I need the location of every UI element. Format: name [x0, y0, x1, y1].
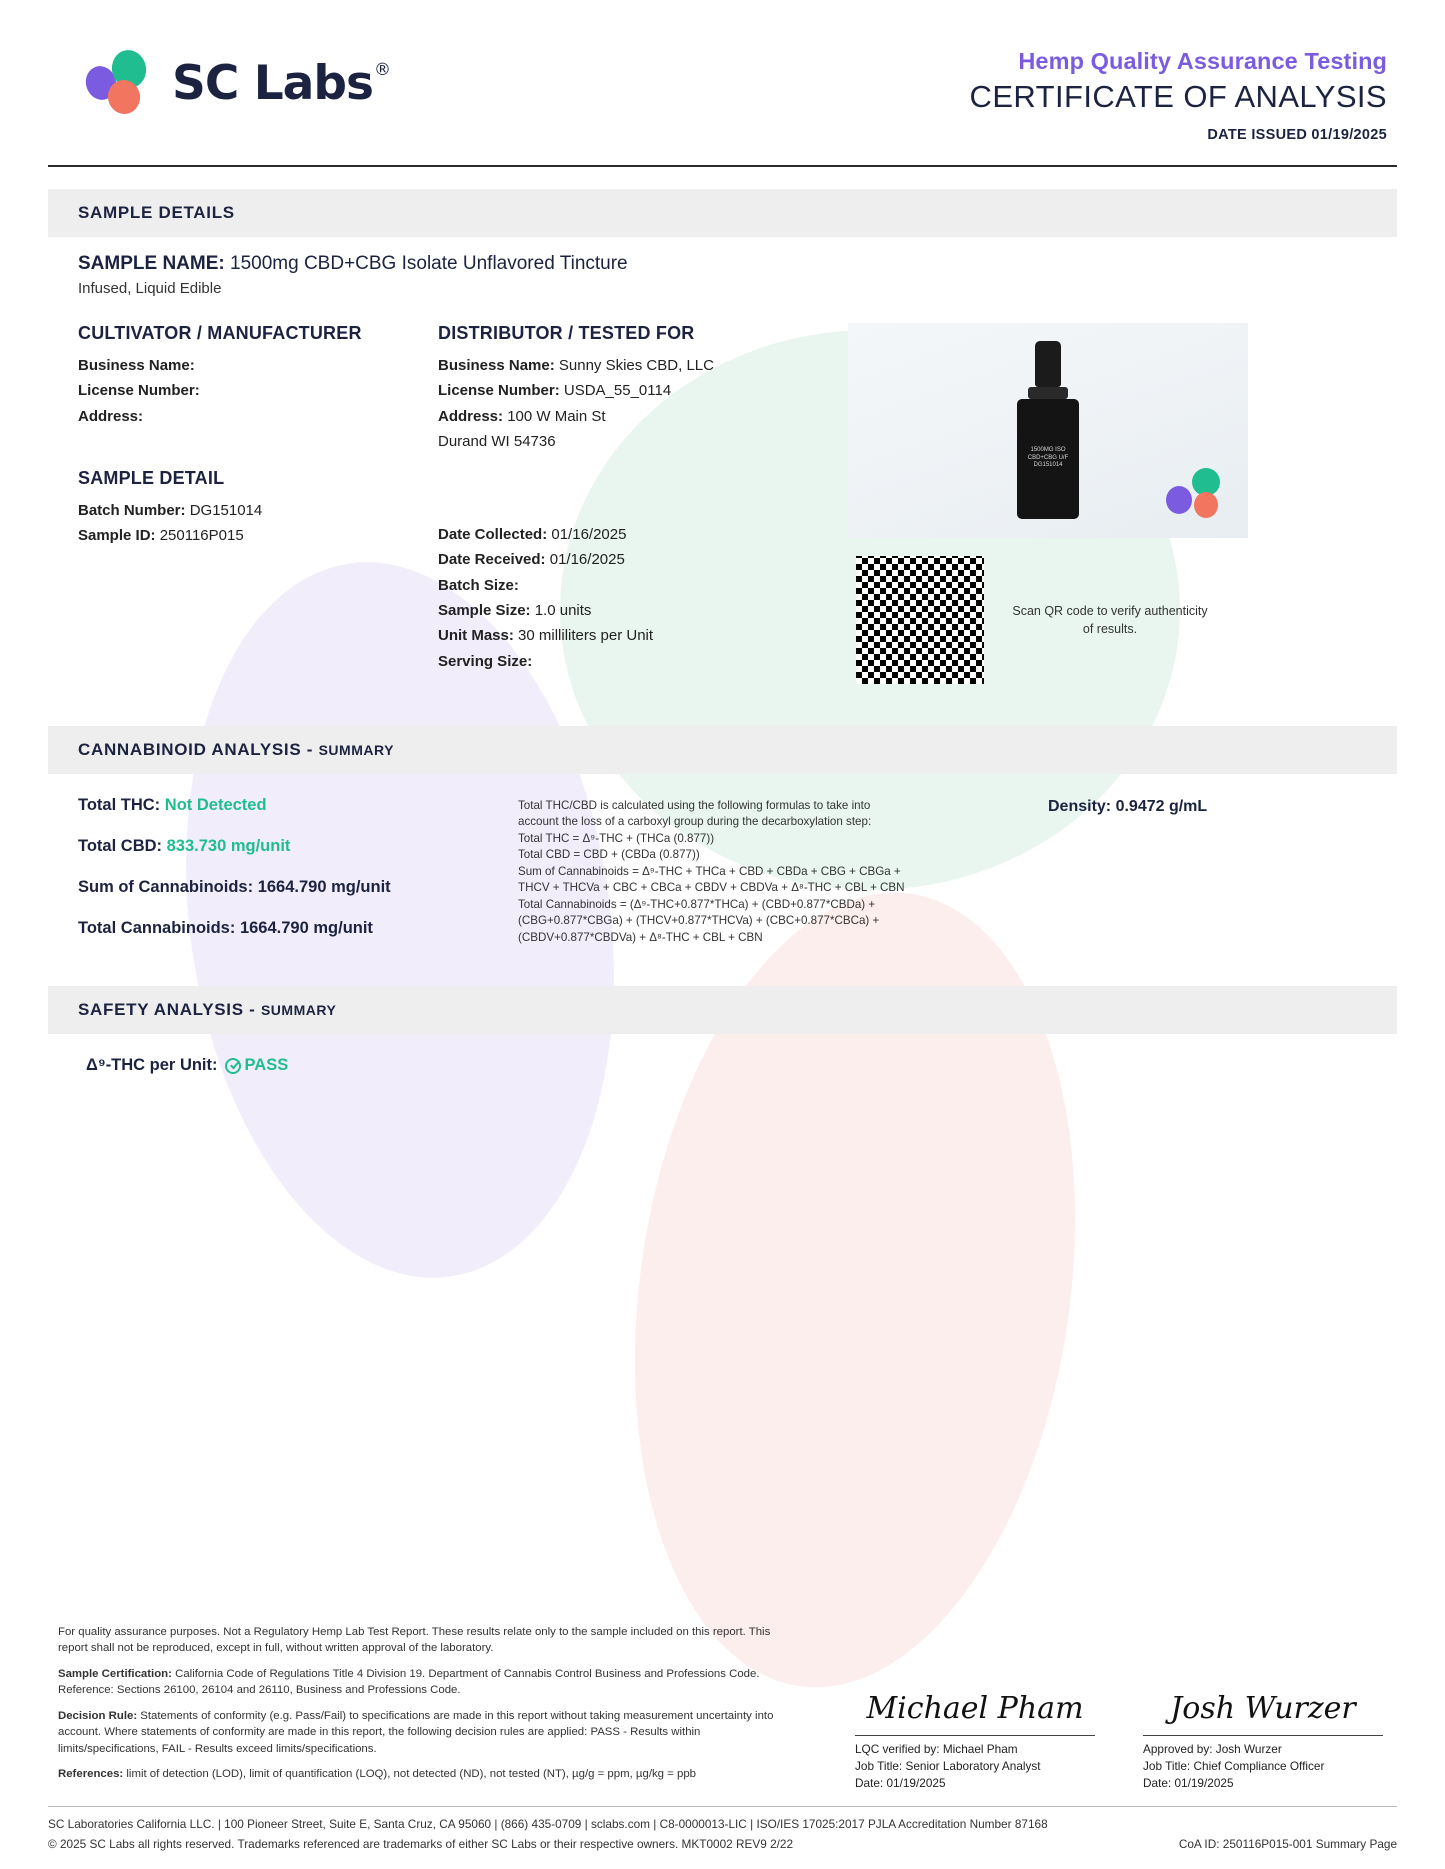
references-text: limit of detection (LOD), limit of quantification (LOQ), not detected (ND), not tested (NT), µg/g = ppm, µg/kg = ppb	[126, 1768, 697, 1781]
details-columns	[78, 323, 1367, 684]
logo-wordmark	[172, 55, 390, 111]
date-collected-label: Date Collected:	[438, 526, 548, 544]
decision-rule-note	[58, 1708, 798, 1758]
distributor-business-name-value: Sunny Skies CBD, LLC	[558, 357, 714, 374]
sample-details-body	[48, 237, 1397, 684]
total-cbd-row	[78, 837, 518, 856]
unit-mass-value: 30 milliliters per Unit	[518, 627, 654, 645]
signature-lqc	[855, 1691, 1095, 1792]
decision-rule-label: Decision Rule:	[58, 1709, 138, 1722]
references-label: References:	[58, 1768, 124, 1781]
distributor-address	[438, 405, 838, 429]
distributor-address-label: Address:	[438, 407, 504, 425]
distributor-license	[438, 379, 838, 403]
certification-text: California Code of Regulations Title 4 Division 19. Department of Cannabis Control Business and Professions Code. Reference: Sections 26100, 26104 and 26110, Business and Professions Code.	[58, 1667, 760, 1697]
total-cannabinoids-label: Total Cannabinoids:	[78, 919, 236, 937]
sample-id	[78, 524, 438, 548]
date-collected	[438, 523, 838, 547]
distributor-business-name	[438, 354, 838, 378]
lab-address-line: SC Laboratories California LLC. | 100 Pioneer Street, Suite E, Santa Cruz, CA 95060 | (866) 435-0709 | sclabs.com | C8-0000013-LIC | ISO/IES 17025:2017 PJLA Accreditation Number 87168	[48, 1817, 1048, 1831]
cultivator-license-label: License Number:	[78, 382, 200, 400]
qr-caption: Scan QR code to verify authenticity of results.	[1012, 603, 1208, 636]
cultivator-block	[78, 323, 438, 684]
distributor-license-value: USDA_55_0114	[563, 382, 672, 400]
total-thc-value: Not Detected	[164, 796, 267, 814]
legal-notes	[58, 1624, 798, 1792]
total-cbd-label: Total CBD:	[78, 837, 163, 855]
unit-mass-label: Unit Mass:	[438, 627, 514, 645]
qa-note: For quality assurance purposes. Not a Regulatory Hemp Lab Test Report. These results relate only to the sample included on this report. This report shall not be reproduced, except in full, without written approval of the laboratory.	[58, 1625, 771, 1655]
cultivator-license	[78, 379, 438, 403]
sample-name-value: 1500mg CBD+CBG Isolate Unflavored Tincture	[230, 253, 628, 274]
logo-dots-icon	[86, 50, 158, 116]
cultivator-address-label: Address:	[78, 407, 144, 425]
cultivator-business-name	[78, 354, 438, 378]
section-cannabinoid-subtitle: SUMMARY	[318, 742, 394, 758]
date-collected-value: 01/16/2025	[551, 526, 627, 544]
formula-note-line2: account the loss of a carboxyl group during the decarboxylation step:	[518, 815, 872, 829]
logo-registered-mark: ®	[374, 59, 390, 80]
cultivator-address	[78, 405, 438, 429]
date-received-value: 01/16/2025	[549, 551, 625, 569]
section-safety-title: SAFETY ANALYSIS -	[78, 1000, 256, 1019]
sample-name	[78, 253, 1367, 275]
cannabinoid-summary-body	[48, 774, 1397, 986]
thc-per-unit-row	[86, 1056, 1367, 1075]
sample-subtype: Infused, Liquid Edible	[78, 280, 222, 297]
section-sample-details-title: SAMPLE DETAILS	[78, 203, 235, 222]
footer-bottom	[48, 1837, 1397, 1851]
cultivator-heading: CULTIVATOR / MANUFACTURER	[78, 323, 362, 343]
sample-id-label: Sample ID:	[78, 527, 156, 545]
formula-cbd: Total CBD = CBD + (CBDa (0.877))	[518, 848, 700, 862]
serving-size	[438, 650, 838, 674]
distributor-heading: DISTRIBUTOR / TESTED FOR	[438, 323, 695, 343]
sample-name-label: SAMPLE NAME:	[78, 253, 225, 274]
distributor-business-name-label: Business Name:	[438, 357, 555, 374]
batch-number	[78, 499, 438, 523]
date-issued: DATE ISSUED 01/19/2025	[1207, 127, 1387, 143]
qr-section	[838, 556, 1367, 684]
distributor-block	[438, 323, 838, 684]
safety-summary-body	[48, 1034, 1397, 1075]
thc-per-unit-label: Δ⁹-THC per Unit:	[86, 1056, 218, 1074]
cannabinoid-formula-note	[518, 796, 1038, 960]
batch-size-label: Batch Size:	[438, 576, 519, 594]
formula-total-line1: Total Cannabinoids = (Δ⁹-THC+0.877*THCa) + (CBD+0.877*CBDa) +	[518, 897, 876, 911]
check-circle-icon	[225, 1058, 241, 1074]
date-received-label: Date Received:	[438, 551, 546, 569]
section-safety-header	[48, 986, 1397, 1034]
formula-sum-line1: Sum of Cannabinoids = Δ⁹-THC + THCa + CBD + CBDa + CBG + CBGa +	[518, 864, 901, 878]
sc-labs-logo	[48, 34, 390, 116]
formula-thc: Total THC = Δ⁹-THC + (THCa (0.877))	[518, 831, 715, 845]
sample-id-value: 250116P015	[159, 527, 244, 545]
density-label: Density:	[1048, 798, 1112, 815]
signature-lqc-verified-by: LQC verified by: Michael Pham	[855, 1741, 1018, 1756]
tincture-bottle-graphic	[1017, 341, 1079, 519]
cultivator-business-name-label: Business Name:	[78, 357, 195, 374]
distributor-license-label: License Number:	[438, 382, 560, 400]
bottle-label-text: 1500MG ISO CBD+CBG U/F DG151014	[1027, 447, 1069, 468]
total-thc-label: Total THC:	[78, 796, 161, 814]
serving-size-label: Serving Size:	[438, 652, 533, 670]
formula-total-line2: (CBG+0.877*CBGa) + (THCV+0.877*THCVa) + (CBC+0.877*CBCa) +	[518, 914, 880, 928]
distributor-address-line1: 100 W Main St	[507, 407, 606, 425]
header-titles	[970, 34, 1397, 143]
page-title: CERTIFICATE OF ANALYSIS	[969, 79, 1387, 114]
signature-approver-line	[1143, 1735, 1383, 1736]
density-value: 0.9472 g/mL	[1115, 798, 1208, 815]
batch-number-value: DG151014	[189, 501, 263, 519]
sum-cannabinoids-label: Sum of Cannabinoids:	[78, 878, 254, 896]
total-cbd-value: 833.730 mg/unit	[166, 837, 291, 855]
qr-code-icon[interactable]	[856, 556, 984, 684]
document-header	[48, 0, 1397, 165]
signature-lqc-job-title: Job Title: Senior Laboratory Analyst	[855, 1758, 1041, 1773]
signature-approver-date: Date: 01/19/2025	[1143, 1775, 1234, 1790]
references-note	[58, 1766, 798, 1783]
distributor-address-line2: Durand WI 54736	[438, 432, 556, 450]
batch-size	[438, 574, 838, 598]
sum-cannabinoids-value: 1664.790 mg/unit	[257, 878, 391, 896]
sum-cannabinoids-row	[78, 878, 518, 897]
watermark-dots-icon	[1166, 468, 1234, 524]
sample-size	[438, 599, 838, 623]
signature-lqc-line	[855, 1735, 1095, 1736]
copyright-text: © 2025 SC Labs all rights reserved. Trademarks referenced are trademarks of either SC Labs or their respective owners. MKT0002 REV9 2/22	[48, 1837, 794, 1851]
certification-label: Sample Certification:	[58, 1667, 172, 1680]
signature-approver-approved-by: Approved by: Josh Wurzer	[1143, 1741, 1282, 1756]
program-title: Hemp Quality Assurance Testing	[1018, 48, 1387, 74]
total-thc-row	[78, 796, 518, 815]
cannabinoid-values	[78, 796, 518, 960]
status-badge	[225, 1056, 289, 1075]
signature-approver-script: Josh Wurzer	[1170, 1690, 1356, 1726]
status-badge-label: PASS	[244, 1056, 289, 1074]
product-photo	[848, 323, 1248, 538]
formula-note-line1: Total THC/CBD is calculated using the following formulas to take into	[518, 799, 871, 812]
footer-top	[48, 1624, 1397, 1792]
formula-sum-line2: THCV + THCVa + CBC + CBCa + CBDV + CBDVa + Δ⁸-THC + CBL + CBN	[518, 881, 905, 895]
decision-rule-text: Statements of conformity (e.g. Pass/Fail) to specifications are made in this report without taking measurement uncertainty into account. Where statements of conformity are made in this report, the following decision rules are applied: PASS - Results within limits/specifications, FAIL - Results exceed limits/specifications.	[58, 1709, 774, 1755]
total-cannabinoids-value: 1664.790 mg/unit	[239, 919, 373, 937]
coa-id: CoA ID: 250116P015-001 Summary Page	[1178, 1837, 1397, 1851]
header-divider	[48, 165, 1397, 167]
density-row	[1038, 796, 1367, 960]
logo-text: SC Labs	[172, 55, 373, 111]
section-sample-details-header	[48, 189, 1397, 237]
signature-approver-job-title: Job Title: Chief Compliance Officer	[1143, 1758, 1325, 1773]
unit-mass	[438, 624, 838, 648]
sample-size-value: 1.0 units	[534, 602, 592, 620]
section-cannabinoid-title: CANNABINOID ANALYSIS -	[78, 740, 314, 759]
signature-lqc-date: Date: 01/19/2025	[855, 1775, 946, 1790]
batch-number-label: Batch Number:	[78, 501, 186, 519]
section-safety-subtitle: SUMMARY	[260, 1002, 337, 1018]
certification-note	[58, 1666, 798, 1699]
sample-size-label: Sample Size:	[438, 602, 531, 620]
date-received	[438, 548, 838, 572]
signature-approver	[1143, 1691, 1383, 1792]
section-cannabinoid-header	[48, 726, 1397, 774]
signature-block	[855, 1691, 1387, 1792]
sample-detail-heading: SAMPLE DETAIL	[78, 467, 225, 488]
formula-total-line3: (CBDV+0.877*CBDVa) + Δ⁸-THC + CBL + CBN	[518, 930, 763, 944]
document-footer	[0, 1624, 1445, 1869]
signature-lqc-script: Michael Pham	[866, 1690, 1084, 1726]
footer-divider	[48, 1806, 1397, 1807]
total-cannabinoids-row	[78, 919, 518, 938]
product-media-block	[838, 323, 1367, 684]
